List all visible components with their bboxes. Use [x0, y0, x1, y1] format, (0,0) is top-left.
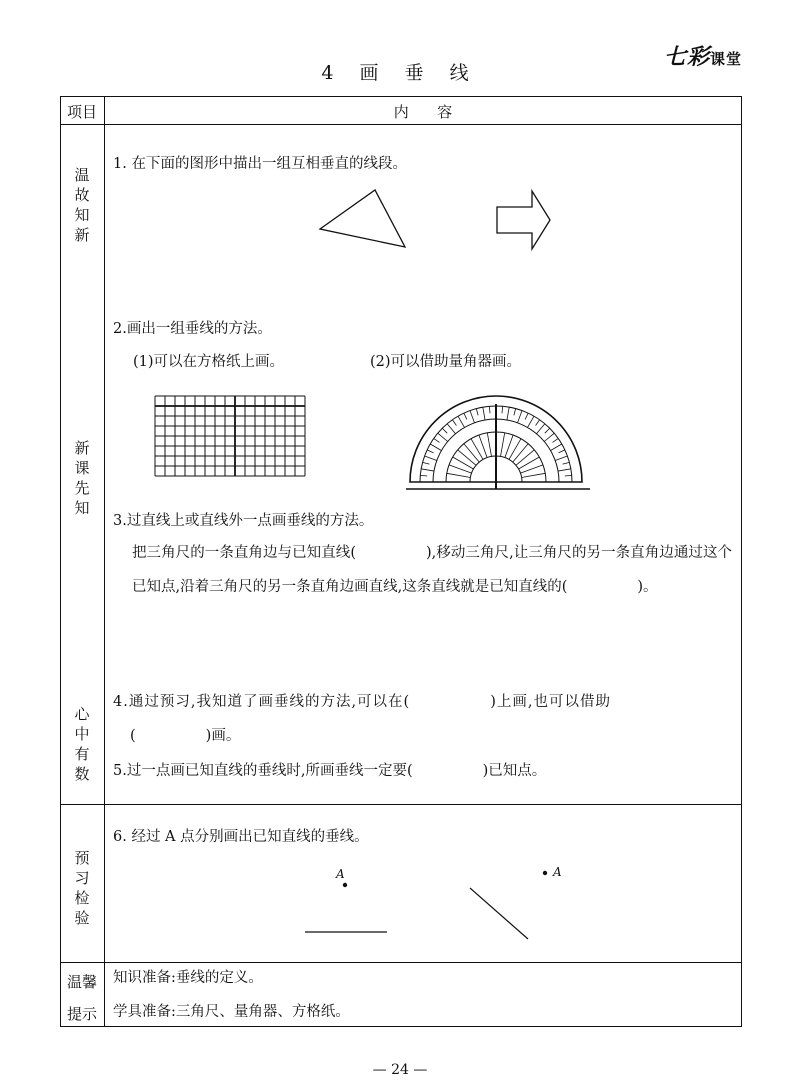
section-label-check: 预 习 检 验	[74, 849, 90, 927]
method-1: (1)可以在方格纸上画。	[133, 354, 285, 370]
point-a	[543, 871, 547, 875]
section-label-tips-1: 温馨	[66, 973, 97, 991]
column-header-content: 内 容	[393, 103, 453, 121]
section-label-preview: 新 课 先 知	[74, 439, 90, 517]
question-3: 3.过直线上或直线外一点画垂线的方法。	[113, 513, 374, 529]
brand-name: 七彩	[663, 45, 710, 70]
method-2: (2)可以借助量角器画。	[370, 354, 522, 370]
section-label-tips-2: 提示	[66, 1005, 97, 1023]
column-header-item: 项目	[66, 103, 97, 121]
section-label-mind: 心 中 有 数	[74, 705, 90, 783]
question-4-continued: ( )画。	[130, 728, 241, 744]
tip-tools: 学具准备:三角尺、量角器、方格纸。	[113, 1004, 350, 1020]
given-line	[470, 888, 528, 939]
question-2: 2.画出一组垂线的方法。	[113, 321, 272, 337]
point-a-label: A	[336, 867, 345, 881]
point-a	[343, 883, 347, 887]
page-title: 4 画 垂 线	[321, 62, 479, 84]
section-label-review: 温 故 知 新	[74, 166, 90, 244]
point-a-label: A	[553, 865, 562, 879]
question-4: 4.通过预习,我知道了画垂线的方法,可以在( )上画,也可以借助	[113, 694, 611, 710]
question-5: 5.过一点画已知直线的垂线时,所画垂线一定要( )已知点。	[113, 763, 547, 779]
question-6: 6. 经过 A 点分别画出已知直线的垂线。	[113, 829, 369, 845]
question-1: 1. 在下面的图形中描出一组互相垂直的线段。	[113, 156, 407, 172]
page-number: — 24 —	[372, 1062, 428, 1078]
brand-suffix: 课堂	[709, 50, 742, 68]
question-3-paragraph: 把三角尺的一条直角边与已知直线( ),移动三角尺,让三角尺的另一条直角边通过这个已知点,沿着三角尺的另一条直角边画直线,这条直线就是已知直线的( )。	[132, 545, 733, 595]
tip-knowledge: 知识准备:垂线的定义。	[113, 970, 263, 986]
